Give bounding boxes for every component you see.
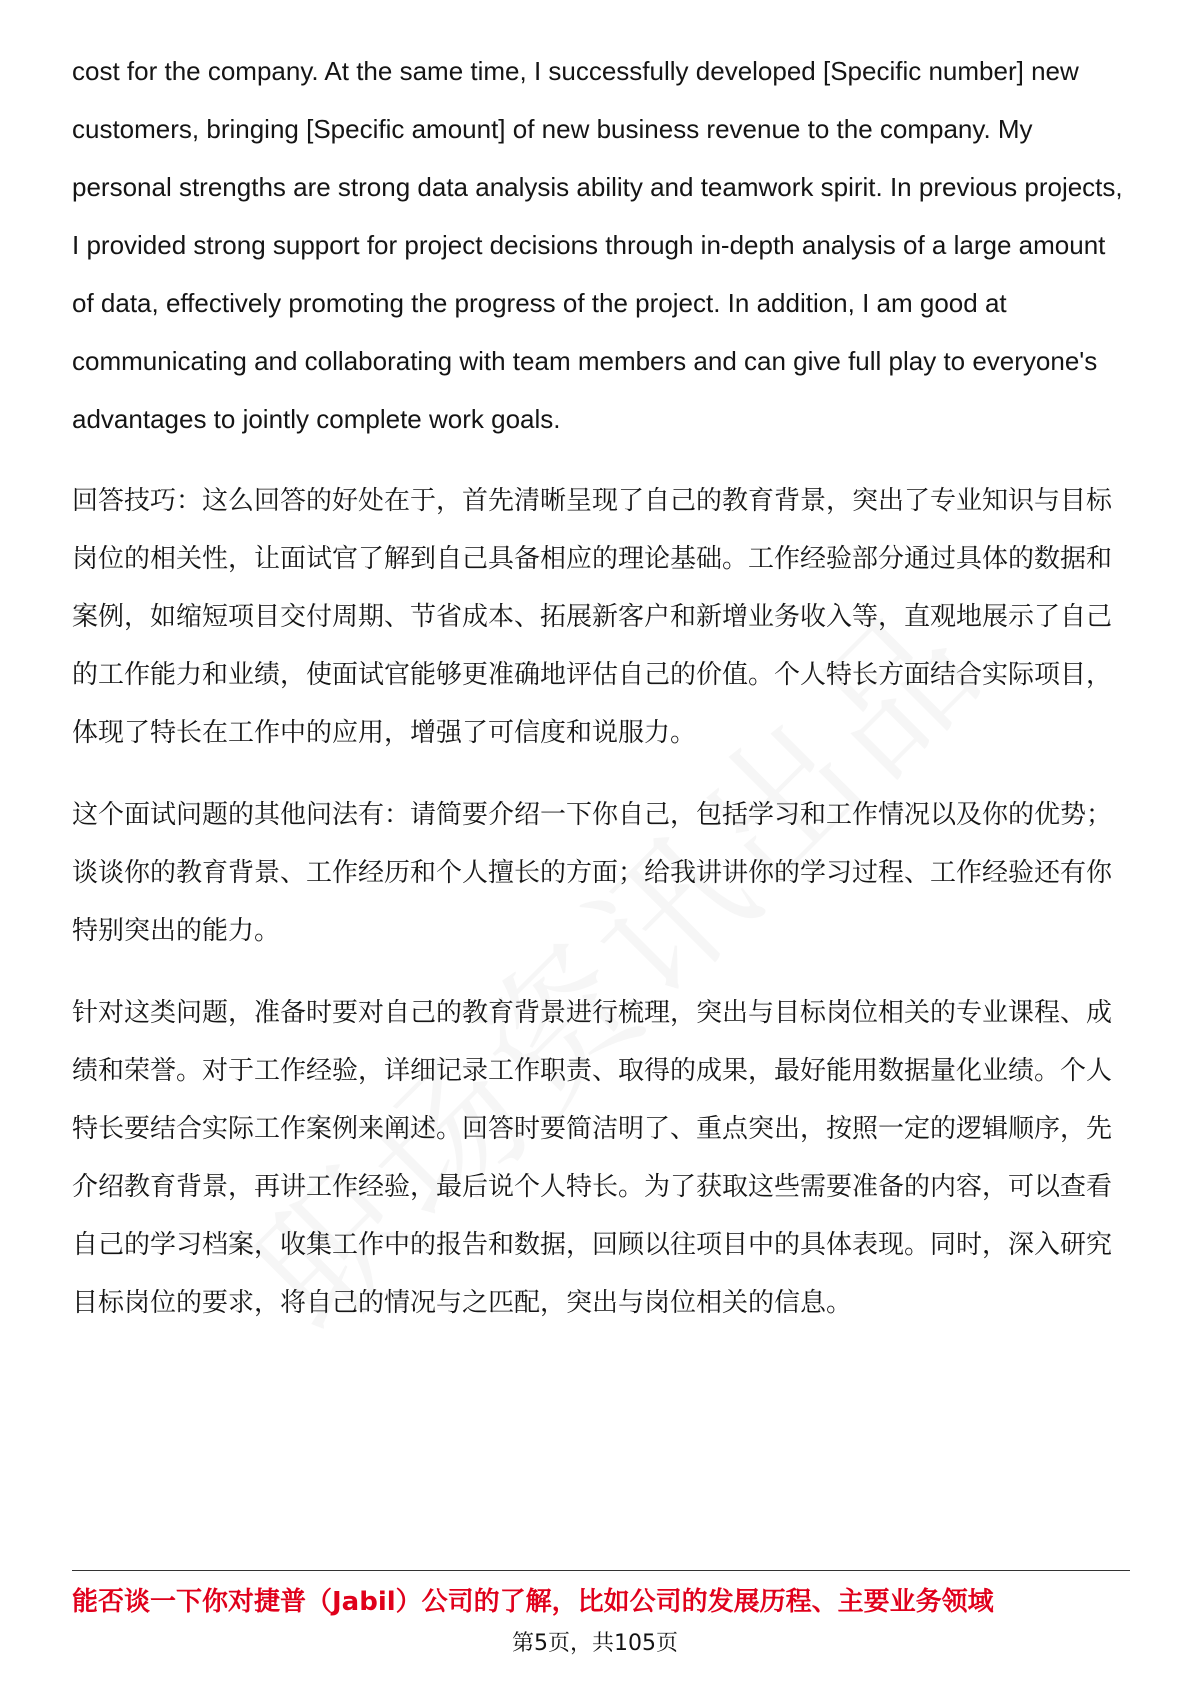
section-divider — [72, 1570, 1130, 1571]
document-body — [72, 42, 1130, 1356]
answer-tips-paragraph: 回答技巧：这么回答的好处在于，首先清晰呈现了自己的教育背景，突出了专业知识与目标岗位的相关性，让面试官了解到自己具备相应的理论基础。工作经验部分通过具体的数据和案例，如缩短项目交付周期、节省成本、拓展新客户和新增业务收入等，直观地展示了自己的工作能力和业绩，使面试官能够更准确地评估自己的价值。个人特长方面结合实际项目，体现了特长在工作中的应用，增强了可信度和说服力。 — [72, 486, 1113, 748]
preparation-advice-paragraph: 针对这类问题，准备时要对自己的教育背景进行梳理，突出与目标岗位相关的专业课程、成绩和荣誉。对于工作经验，详细记录工作职责、取得的成果，最好能用数据量化业绩。个人特长要结合实际工作案例来阐述。回答时要简洁明了、重点突出，按照一定的逻辑顺序，先介绍教育背景，再讲工作经验，最后说个人特长。为了获取这些需要准备的内容，可以查看自己的学习档案，收集工作中的报告和数据，回顾以往项目中的具体表现。同时，深入研究目标岗位的要求，将自己的情况与之匹配，突出与岗位相关的信息。 — [72, 998, 1113, 1318]
alternative-questions-paragraph: 这个面试问题的其他问法有：请简要介绍一下你自己，包括学习和工作情况以及你的优势；谈谈你的教育背景、工作经历和个人擅长的方面；给我讲讲你的学习过程、工作经验还有你特别突出的能力。 — [72, 800, 1113, 946]
answer-example-paragraph: cost for the company. At the same time, I successfully developed [Specific number] new customers, bringing [Specific amount] of new business revenue to the company. My personal strengths are strong data analysis ability and teamwork spirit. In previous projects, I provided strong support for project decisions through in-depth analysis of a large amount of data, effectively promoting the progress of the project. In addition, I am good at communicating and collaborating with team members and can give full play to everyone's advantages to jointly complete work goals. — [72, 56, 1123, 434]
page-number: 第5页，共105页 — [512, 1631, 678, 1656]
next-question-heading: 能否谈一下你对捷普（Jabil）公司的了解，比如公司的发展历程、主要业务领域 — [72, 1587, 994, 1617]
